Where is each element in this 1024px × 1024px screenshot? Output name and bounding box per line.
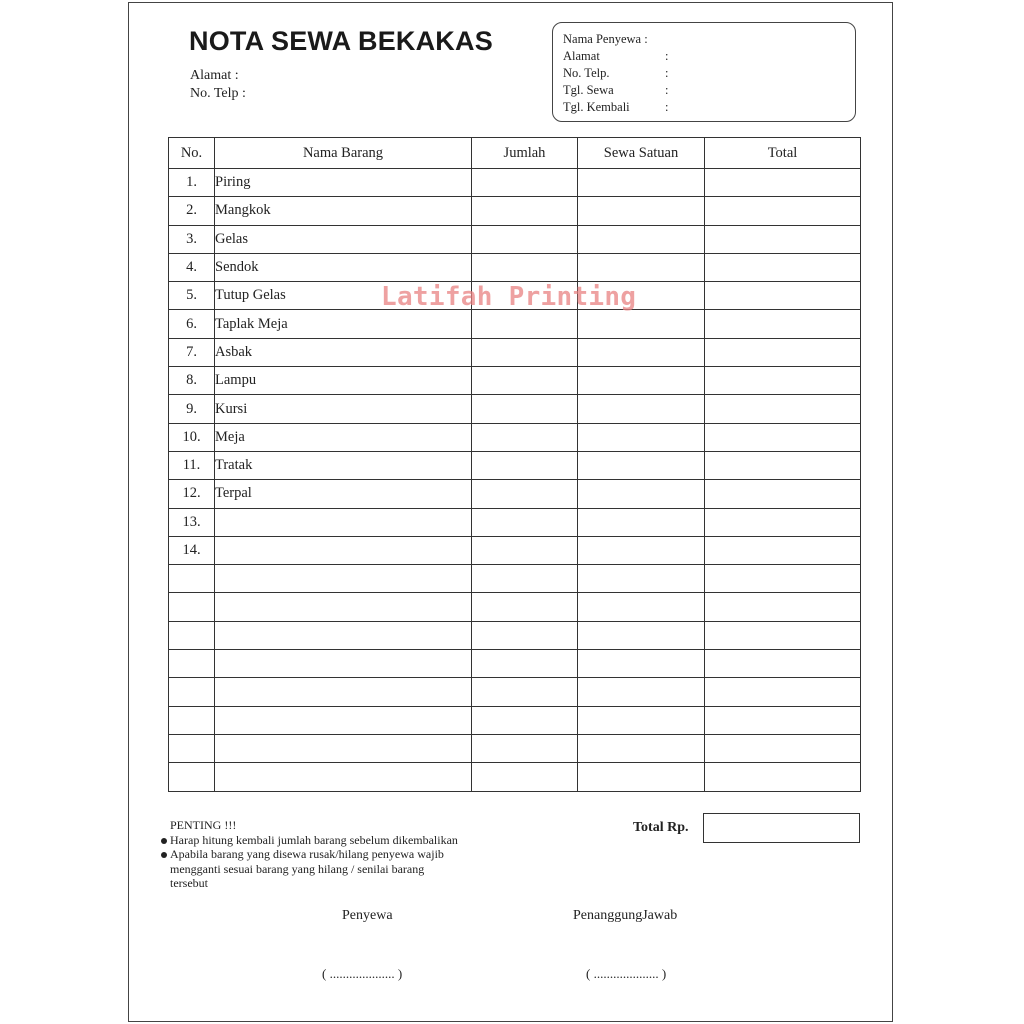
- item-name-cell[interactable]: [215, 536, 472, 564]
- total-cell[interactable]: [705, 338, 861, 366]
- renter-address-field[interactable]: [563, 49, 669, 64]
- total-cell[interactable]: [705, 508, 861, 536]
- table-row: [169, 253, 861, 281]
- bullet-icon: [161, 838, 167, 844]
- renter-name-field[interactable]: [563, 32, 648, 47]
- row-number: 1.: [169, 169, 215, 197]
- row-number: [169, 593, 215, 621]
- unit-rent-cell[interactable]: [578, 310, 705, 338]
- row-number: 2.: [169, 197, 215, 225]
- row-number: 6.: [169, 310, 215, 338]
- quantity-cell[interactable]: [472, 310, 578, 338]
- notes: [161, 818, 458, 891]
- quantity-cell[interactable]: [472, 423, 578, 451]
- total-cell[interactable]: [705, 763, 861, 791]
- responsible-signature-label: PenanggungJawab: [573, 908, 678, 923]
- notes-heading: PENTING !!!: [170, 818, 237, 832]
- item-name-cell[interactable]: [215, 508, 472, 536]
- row-number: 13.: [169, 508, 215, 536]
- unit-rent-cell[interactable]: [578, 367, 705, 395]
- field-label: Nama Penyewa :: [563, 32, 648, 46]
- quantity-cell[interactable]: [472, 734, 578, 762]
- total-cell[interactable]: [705, 480, 861, 508]
- item-name-cell[interactable]: Gelas: [215, 225, 472, 253]
- total-cell[interactable]: [705, 536, 861, 564]
- item-name-cell[interactable]: Tratak: [215, 451, 472, 479]
- field-label: Tgl. Sewa: [563, 83, 614, 97]
- header-no: No.: [169, 138, 215, 169]
- total-cell[interactable]: [705, 253, 861, 281]
- row-number: 10.: [169, 423, 215, 451]
- renter-signature-label: Penyewa: [342, 908, 393, 923]
- quantity-cell[interactable]: [472, 565, 578, 593]
- watermark: Latifah Printing: [381, 282, 637, 312]
- note-text: tersebut: [170, 876, 208, 891]
- table-row: [169, 338, 861, 366]
- total-cell[interactable]: [705, 451, 861, 479]
- header-quantity: Jumlah: [472, 138, 578, 169]
- row-number: [169, 565, 215, 593]
- total-label: Total Rp.: [633, 820, 689, 835]
- item-name-cell[interactable]: [215, 565, 472, 593]
- quantity-cell[interactable]: [472, 763, 578, 791]
- table-row: [169, 621, 861, 649]
- table-row: [169, 310, 861, 338]
- table-row: [169, 565, 861, 593]
- table-row: [169, 169, 861, 197]
- header-total: Total: [705, 138, 861, 169]
- quantity-cell[interactable]: [472, 706, 578, 734]
- row-number: [169, 650, 215, 678]
- quantity-cell[interactable]: [472, 650, 578, 678]
- row-number: 3.: [169, 225, 215, 253]
- renter-phone-field[interactable]: [563, 66, 669, 81]
- phone-label: No. Telp :: [190, 86, 246, 101]
- unit-rent-cell[interactable]: [578, 423, 705, 451]
- field-colon: :: [665, 66, 669, 80]
- item-name-cell[interactable]: Meja: [215, 423, 472, 451]
- note-text: mengganti sesuai barang yang hilang / senilai barang: [170, 861, 425, 876]
- unit-rent-cell[interactable]: [578, 508, 705, 536]
- unit-rent-cell[interactable]: [578, 536, 705, 564]
- unit-rent-cell[interactable]: [578, 253, 705, 281]
- row-number: [169, 678, 215, 706]
- total-cell[interactable]: [705, 565, 861, 593]
- total-cell[interactable]: [705, 593, 861, 621]
- unit-rent-cell[interactable]: [578, 451, 705, 479]
- table-header-row: [169, 138, 861, 169]
- items-table: [168, 137, 861, 792]
- item-name-cell[interactable]: [215, 593, 472, 621]
- row-number: [169, 734, 215, 762]
- total-amount-field[interactable]: [703, 813, 860, 843]
- total-cell[interactable]: [705, 225, 861, 253]
- quantity-cell[interactable]: [472, 253, 578, 281]
- table-row: [169, 395, 861, 423]
- item-name-cell[interactable]: [215, 650, 472, 678]
- field-colon: :: [665, 49, 669, 63]
- total-cell[interactable]: [705, 621, 861, 649]
- total-cell[interactable]: [705, 423, 861, 451]
- item-name-cell[interactable]: Kursi: [215, 395, 472, 423]
- quantity-cell[interactable]: [472, 197, 578, 225]
- quantity-cell[interactable]: [472, 536, 578, 564]
- total-cell[interactable]: [705, 310, 861, 338]
- total-cell[interactable]: [705, 282, 861, 310]
- quantity-cell[interactable]: [472, 367, 578, 395]
- table-row: [169, 706, 861, 734]
- header-unit-rent: Sewa Satuan: [578, 138, 705, 169]
- table-row: [169, 367, 861, 395]
- quantity-cell[interactable]: [472, 338, 578, 366]
- table-row: [169, 225, 861, 253]
- quantity-cell[interactable]: [472, 621, 578, 649]
- note-item: [161, 833, 458, 848]
- unit-rent-cell[interactable]: [578, 650, 705, 678]
- customer-info-box: [552, 22, 856, 122]
- item-name-cell[interactable]: Piring: [215, 169, 472, 197]
- field-colon: :: [665, 83, 669, 97]
- unit-rent-cell[interactable]: [578, 593, 705, 621]
- row-number: 8.: [169, 367, 215, 395]
- unit-rent-cell[interactable]: [578, 338, 705, 366]
- unit-rent-cell[interactable]: [578, 734, 705, 762]
- row-number: [169, 621, 215, 649]
- table-row: [169, 593, 861, 621]
- item-name-cell[interactable]: Tutup Gelas: [215, 282, 472, 310]
- total-cell[interactable]: [705, 395, 861, 423]
- address-label: Alamat :: [190, 68, 239, 83]
- quantity-cell[interactable]: [472, 678, 578, 706]
- total-cell[interactable]: [705, 650, 861, 678]
- item-name-cell[interactable]: Sendok: [215, 253, 472, 281]
- item-name-cell[interactable]: [215, 706, 472, 734]
- row-number: 11.: [169, 451, 215, 479]
- row-number: 12.: [169, 480, 215, 508]
- unit-rent-cell[interactable]: [578, 763, 705, 791]
- note-text: Harap hitung kembali jumlah barang sebelum dikembalikan: [170, 832, 458, 847]
- note-item: [161, 847, 458, 862]
- quantity-cell[interactable]: [472, 451, 578, 479]
- item-name-cell[interactable]: [215, 678, 472, 706]
- table-row: [169, 650, 861, 678]
- total-cell[interactable]: [705, 197, 861, 225]
- total-cell[interactable]: [705, 734, 861, 762]
- table-row: [169, 480, 861, 508]
- row-number: 5.: [169, 282, 215, 310]
- unit-rent-cell[interactable]: [578, 706, 705, 734]
- renter-signature-line[interactable]: ( .................... ): [322, 966, 403, 981]
- row-number: [169, 763, 215, 791]
- unit-rent-cell[interactable]: [578, 565, 705, 593]
- field-label: Alamat: [563, 49, 600, 63]
- item-name-cell[interactable]: [215, 621, 472, 649]
- field-colon: :: [665, 100, 669, 114]
- item-name-cell[interactable]: Terpal: [215, 480, 472, 508]
- quantity-cell[interactable]: [472, 593, 578, 621]
- item-name-cell[interactable]: [215, 763, 472, 791]
- quantity-cell[interactable]: [472, 225, 578, 253]
- total-cell[interactable]: [705, 169, 861, 197]
- table-row: [169, 678, 861, 706]
- total-cell[interactable]: [705, 706, 861, 734]
- quantity-cell[interactable]: [472, 169, 578, 197]
- unit-rent-cell[interactable]: [578, 480, 705, 508]
- table-row: [169, 197, 861, 225]
- row-number: 9.: [169, 395, 215, 423]
- table-row: [169, 763, 861, 791]
- row-number: 4.: [169, 253, 215, 281]
- rental-date-field[interactable]: [563, 83, 669, 98]
- total-cell[interactable]: [705, 367, 861, 395]
- item-name-cell[interactable]: Lampu: [215, 367, 472, 395]
- item-name-cell[interactable]: Mangkok: [215, 197, 472, 225]
- quantity-cell[interactable]: [472, 508, 578, 536]
- field-label: No. Telp.: [563, 66, 610, 80]
- unit-rent-cell[interactable]: [578, 197, 705, 225]
- note-text: Apabila barang yang disewa rusak/hilang penyewa wajib: [170, 847, 444, 862]
- total-cell[interactable]: [705, 678, 861, 706]
- table-row: [169, 734, 861, 762]
- item-name-cell[interactable]: Taplak Meja: [215, 310, 472, 338]
- table-row: [169, 508, 861, 536]
- page-title: NOTA SEWA BEKAKAS: [189, 26, 493, 56]
- unit-rent-cell[interactable]: [578, 395, 705, 423]
- item-name-cell[interactable]: Asbak: [215, 338, 472, 366]
- responsible-signature-line[interactable]: ( .................... ): [586, 966, 667, 981]
- table-row: [169, 423, 861, 451]
- return-date-field[interactable]: [563, 100, 669, 115]
- row-number: [169, 706, 215, 734]
- table-row: [169, 536, 861, 564]
- header-item-name: Nama Barang: [215, 138, 472, 169]
- field-label: Tgl. Kembali: [563, 100, 630, 114]
- item-name-cell[interactable]: [215, 734, 472, 762]
- quantity-cell[interactable]: [472, 395, 578, 423]
- unit-rent-cell[interactable]: [578, 621, 705, 649]
- row-number: 7.: [169, 338, 215, 366]
- unit-rent-cell[interactable]: [578, 169, 705, 197]
- bullet-icon: [161, 852, 167, 858]
- table-row: [169, 451, 861, 479]
- quantity-cell[interactable]: [472, 480, 578, 508]
- row-number: 14.: [169, 536, 215, 564]
- unit-rent-cell[interactable]: [578, 678, 705, 706]
- unit-rent-cell[interactable]: [578, 225, 705, 253]
